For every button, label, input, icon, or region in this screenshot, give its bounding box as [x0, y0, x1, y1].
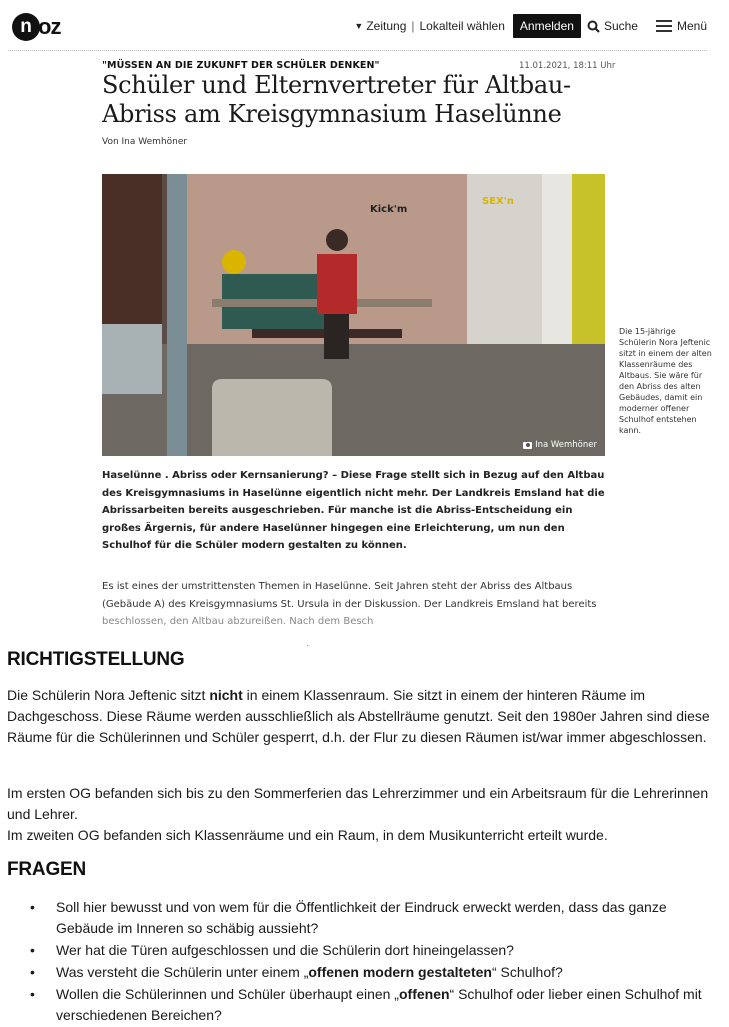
search-label: Suche	[603, 19, 638, 33]
photo-caption: Die 15-jährige Schülerin Nora Jeftenic sitzt in einem der alten Klassenräume des Altbaus. Sie wäre für den Abriss des alten Gebäudes, damit ein moderner offener Schulhof entstehen kann.	[619, 327, 712, 435]
article-lead: Haselünne . Abriss oder Kernsanierung? – Diese Frage stellt sich in Bezug auf den Altbau des Kreisgymnasiums in Haselünne eigentlich nicht mehr. Der Landkreis Emsland hat die Abrissarbeiten bereits ausgeschrieben. Für manche ist die Abriss-Entscheidung ein großes Ärgernis, für andere Haselünner hingegen eine Erleichterung, um nun den Schulhof für die Schüler modern gestalten zu können.	[102, 470, 605, 551]
correction-text: Die Schülerin Nora Jeftenic sitzt	[7, 687, 210, 703]
question-item	[0, 984, 729, 1026]
question-text: Wollen die Schülerinnen und Schüler überhaupt einen „	[56, 986, 399, 1002]
svg-text:Kick'm: Kick'm	[370, 204, 408, 215]
photo-credit	[523, 440, 597, 450]
search-button[interactable]	[587, 19, 638, 33]
correction-floor-2: Im zweiten OG befanden sich Klassenräume und ein Raum, in dem Musikunterricht erteilt wurde.	[7, 827, 608, 843]
question-text: Was versteht die Schülerin unter einem „	[56, 964, 309, 980]
logo-text: oz	[38, 14, 61, 39]
question-item	[0, 897, 729, 939]
questions-heading: FRAGEN	[7, 859, 87, 880]
article-kicker: "MÜSSEN AN DIE ZUKUNFT DER SCHÜLER DENKEN"	[102, 60, 380, 71]
hamburger-icon	[656, 17, 672, 35]
article-body-faded: beschlossen, den Altbau abzureißen. Nach dem Besch	[102, 616, 374, 627]
noz-logo[interactable]	[12, 12, 60, 42]
nav-separator: |	[411, 19, 415, 33]
caret-down-icon: ▼	[354, 21, 364, 31]
question-item	[0, 940, 729, 961]
search-icon	[587, 20, 600, 33]
svg-text:SEX'n: SEX'n	[482, 196, 514, 207]
article-author[interactable]: Von Ina Wemhöner	[102, 137, 188, 147]
header-divider	[8, 50, 707, 51]
correction-text-cont: in einem Klassenraum. Sie sitzt in einem der hinteren Räume im Dachgeschoss. Diese Räume werden ausschließlich als Abstellräume genutzt. Seit den 1980er Jahren sind diese Räume für die Schülerinnen und Schüler gesperrt, d.h. der Flur zu diesen Räumen ist/war immer abgeschlossen.	[7, 687, 710, 745]
question-text-cont: “ Schulhof?	[491, 964, 563, 980]
question-text: Wer hat die Türen aufgeschlossen und die Schülerin dort hineingelassen?	[56, 942, 514, 958]
menu-label: Menü	[676, 19, 707, 33]
article-body-text: Es ist eines der umstrittensten Themen in Haselünne. Seit Jahren steht der Abriss des Altbaus (Gebäude A) des Kreisgymnasiums St. Ursula in der Diskussion. Der Landkreis Emsland hat bereits	[102, 581, 597, 610]
scan-speck	[307, 645, 308, 646]
correction-heading: RICHTIGSTELLUNG	[7, 649, 185, 670]
logo-initial: n	[12, 13, 40, 41]
questions-list	[0, 897, 729, 1027]
site-header	[0, 0, 729, 50]
question-text-cont: “ Schulhof oder lieber einen Schulhof mit verschiedenen Bereichen?	[56, 986, 702, 1023]
correction-floor-1: Im ersten OG befanden sich bis zu den Sommerferien das Lehrerzimmer und ein Arbeitsraum für die Lehrerinnen und Lehrer.	[7, 785, 709, 822]
classroom-photo-illustration	[102, 174, 605, 456]
question-emphasis: offenen modern gestalteten	[308, 964, 492, 980]
question-emphasis: offenen	[398, 986, 450, 1002]
header-nav	[354, 14, 707, 38]
local-section-link[interactable]: Lokalteil wählen	[419, 19, 505, 33]
photo-credit-name: Ina Wemhöner	[535, 440, 597, 450]
correction-paragraph-1	[7, 685, 722, 748]
article-body	[102, 578, 622, 631]
camera-icon	[523, 442, 532, 449]
correction-paragraph-2	[7, 783, 722, 846]
article-date: 11.01.2021, 18:11 Uhr	[519, 61, 616, 71]
menu-button[interactable]	[656, 17, 707, 35]
login-button[interactable]: Anmelden	[513, 14, 581, 38]
question-text: Soll hier bewusst und von wem für die Öffentlichkeit der Eindruck erweckt werden, dass das ganze Gebäude im Inneren so schäbig aussieht?	[56, 899, 667, 936]
correction-emphasis: nicht	[209, 687, 243, 703]
question-item	[0, 962, 729, 983]
article-title: Schüler und Elternvertreter für Altbau-Abriss am Kreisgymnasium Haselünne	[102, 71, 571, 128]
article-photo[interactable]	[102, 174, 605, 456]
newspaper-link[interactable]: Zeitung	[366, 19, 407, 33]
